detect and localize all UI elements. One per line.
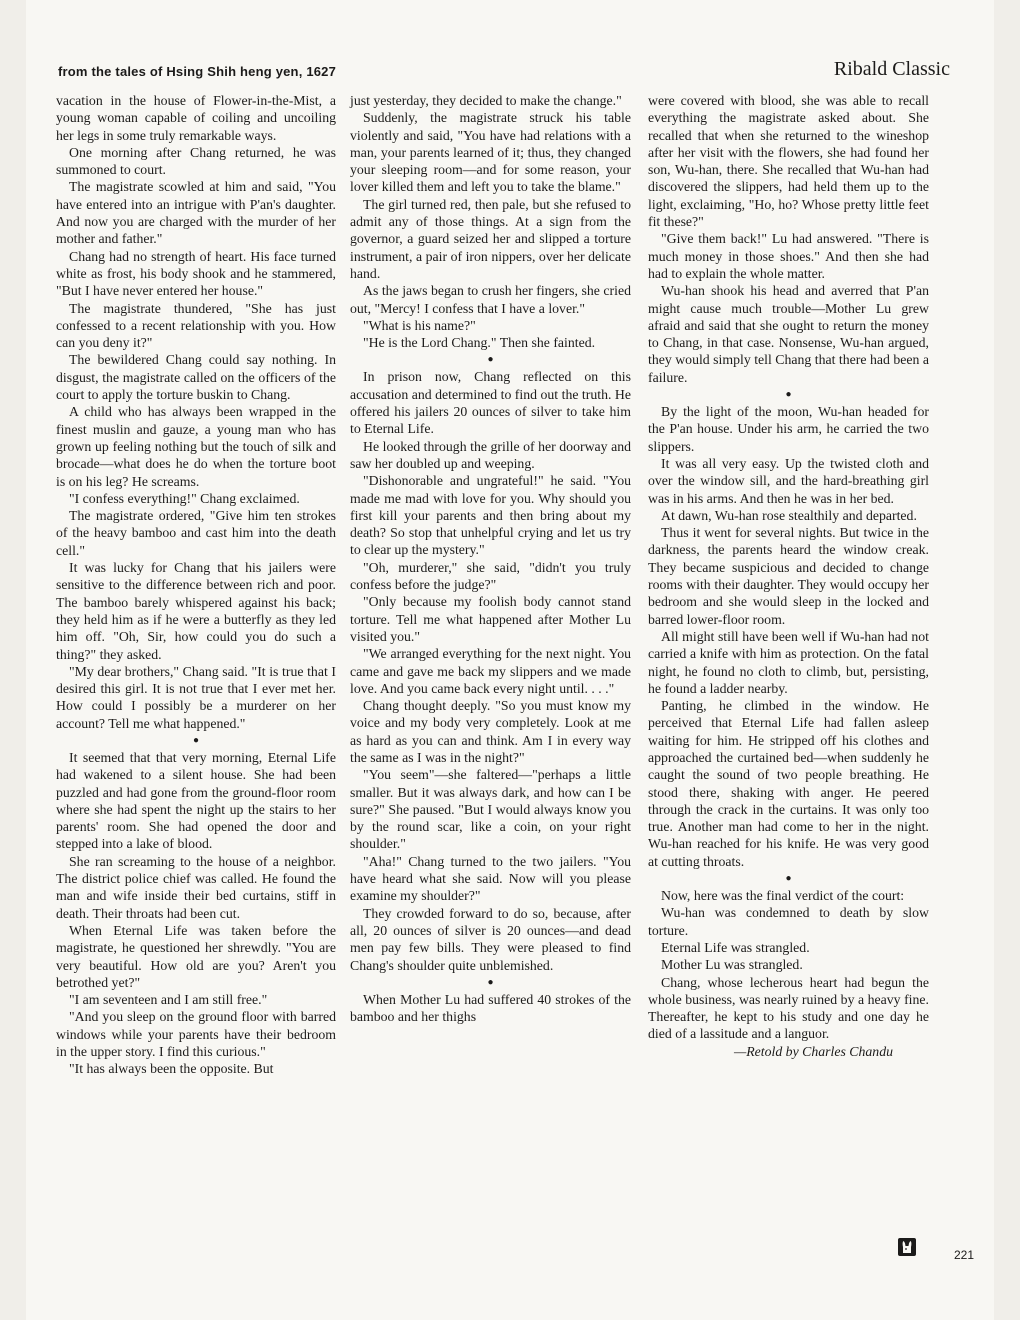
paragraph: "He is the Lord Chang." Then she fainted.	[363, 335, 596, 351]
paragraph: The magistrate ordered, "Give him ten strokes of the heavy bamboo and cast him into the death cell."	[56, 508, 336, 558]
paragraph: Wu-han shook his head and averred that P'an might cause much trouble—Mother Lu grew afraid and said that she ought to return the money to Chang, in that case. Nonsense, Wu-han argued, they would simply tell Chang that there had been a failure.	[648, 283, 929, 385]
paragraph: "It has always been the opposite. But	[69, 1061, 274, 1077]
paragraph: He looked through the grille of her doorway and saw her doubled up and weeping.	[350, 438, 631, 471]
paragraph: By the light of the moon, Wu-han headed for the P'an house. Under his arm, he carried the two slippers.	[648, 404, 929, 454]
paragraph: The magistrate thundered, "She has just confessed to a recent relationship with you. How can you deny it?"	[56, 300, 336, 351]
paragraph: A child who has always been wrapped in the finest muslin and gauze, a young man who has grown up feeling nothing but the touch of silk and brocade—what does he do when the torture boot is on his leg? He screams.	[56, 404, 336, 489]
paragraph: All might still have been well if Wu-han had not carried a knife with him as protection. On the fatal night, he found no cloth to climb, but, persisting, he found a ladder nearby.	[648, 628, 929, 696]
paragraph: When Mother Lu had suffered 40 strokes of the bamboo and her thighs	[350, 991, 631, 1025]
paragraph: Wu-han was condemned to death by slow torture.	[648, 905, 929, 938]
paragraph: "Aha!" Chang turned to the two jailers. "You have heard what she said. Now will you please examine my shoulder?"	[350, 853, 631, 904]
paragraph: "Give them back!" Lu had answered. "There is much money in those shoes." And then she had had to explain the whole matter.	[648, 231, 929, 281]
paragraph: The girl turned red, then pale, but she refused to admit any of those things. At a sign from the governor, a guard seized her and slipped a torture instrument, a pair of iron nippers, over her delicate hand.	[350, 196, 631, 281]
paragraph: Panting, he climbed in the window. He perceived that Eternal Life had fallen asleep waiting for him. He stripped off his clothes and approached the curtained bed—when suddenly he caught the sound of two people breathing. He stood there, shaking with anger. He peered through the crack in the curtains. It was only too true. Another man had come to her in the night. Wu-han reached for his knife. He was very good at cutting throats.	[648, 698, 929, 869]
paragraph: It seemed that that very morning, Eternal Life had wakened to a silent house. She had been puzzled and had gone from the ground-floor room where she had spent the night up the stairs to her parents' room. She had opened the door and stepped into a lake of blood.	[56, 749, 336, 852]
paragraph: "You seem"—she faltered—"perhaps a little smaller. But it was always dark, and how can I be sure?" She paused. "But I would always know you by the round scar, like a coin, on your right shoulder."	[350, 767, 631, 852]
column-3	[648, 92, 929, 1060]
paragraph: "My dear brothers," Chang said. "It is true that I desired this girl. It is not true that I ever met her. How could I possibly be a murderer on her account? Tell me what happened."	[56, 663, 336, 731]
paragraph: It was all very easy. Up the twisted cloth and over the window sill, and the hard-breathing girl was in his arms. And then he was in her bed.	[648, 455, 929, 506]
section-break-bullet: ●	[785, 389, 792, 401]
magazine-page	[26, 0, 994, 1320]
paragraph: The magistrate scowled at him and said, "You have entered into an intrigue with P'an's daughter. And now you are charged with the murder of her mother and father."	[56, 179, 336, 247]
paragraph: just yesterday, they decided to make the change."	[350, 93, 622, 108]
paragraph: "What is his name?"	[363, 317, 476, 333]
paragraph: Chang, whose lecherous heart had begun the whole business, was nearly ruined by a heavy fine. Thereafter, he kept to his study and one day he died of a lassitude and a languor.	[648, 974, 929, 1042]
section-title: Ribald Classic	[833, 58, 950, 80]
paragraph: It was lucky for Chang that his jailers were sensitive to the difference between rich and poor. The bamboo barely whispered against his back; they held him as if he were a butterfly as they led him off. "Oh, Sir, how could you do such a thing?" they asked.	[56, 560, 336, 662]
paragraph: Chang thought deeply. "So you must know my voice and my body very completely. Look at me as hard as you can and think. Am I in every way the same as I was in the night?"	[350, 698, 631, 765]
paragraph: Thus it went for several nights. But twice in the darkness, the parents heard the window creak. They became suspicious and decided to change rooms with their daughter. They would occupy her bedroom and she would sleep in the locked and barred lower-floor room.	[648, 525, 929, 627]
paragraph: Eternal Life was strangled.	[661, 939, 810, 955]
column-2	[350, 92, 631, 1025]
section-break-bullet: ●	[487, 976, 494, 988]
paragraph: She ran screaming to the house of a neighbor. The district police chief was called. He found the man and wife inside their bed curtains, stiff in death. Their throats had been cut.	[56, 853, 336, 921]
paragraph: "Dishonorable and ungrateful!" he said. "You made me mad with love for you. Why should you first kill your parents and then bring about my death? So stop that unhelpful crying and let us try to clear up the mystery."	[350, 473, 631, 558]
paragraph: Suddenly, the magistrate struck his table violently and said, "You have had relations with a man, your parents learned of it; thus, they changed your sleeping room—and for some reason, your lover killed them and left you to take the blame."	[350, 110, 631, 195]
paragraph: "I confess everything!" Chang exclaimed.	[69, 490, 300, 506]
paragraph: One morning after Chang returned, he was summoned to court.	[56, 144, 336, 178]
rabbit-head-logo-icon	[898, 1238, 916, 1256]
paragraph: When Eternal Life was taken before the magistrate, he questioned her shrewdly. "You are very beautiful. How old are you? Aren't you betrothed yet?"	[56, 922, 336, 990]
article-body	[56, 92, 964, 1282]
paragraph: "I am seventeen and I am still free."	[69, 992, 268, 1008]
section-break-bullet: ●	[487, 354, 494, 366]
paragraph: "Only because my foolish body cannot stand torture. Tell me what happened after Mother Lu visited you."	[350, 594, 631, 644]
paragraph: "We arranged everything for the next night. You came and gave me back my slippers and we made love. And you came back every night until. . . ."	[350, 646, 631, 696]
column-1	[56, 92, 336, 1078]
paragraph: As the jaws began to crush her fingers, she cried out, "Mercy! I confess that I have a lover."	[350, 283, 631, 316]
paragraph: were covered with blood, she was able to recall everything the magistrate asked about. She recalled that when she returned to the wineshop after her visit with the flowers, she had found her son, Wu-han, there. She recalled that Wu-han had discovered the slippers, had held them up to the light, exclaiming, "Ho, ho? Whose pretty little feet fit these?"	[648, 93, 929, 230]
page-header	[58, 58, 950, 84]
paragraph: "Oh, murderer," she said, "didn't you truly confess before the judge?"	[350, 559, 631, 593]
paragraph: At dawn, Wu-han rose stealthily and departed.	[661, 507, 917, 523]
section-break-bullet: ●	[785, 873, 792, 885]
paragraph: Now, here was the final verdict of the court:	[661, 888, 905, 904]
paragraph: They crowded forward to do so, because, after all, 20 ounces of silver is 20 ounces—and dead men pay few bills. They were pleased to find Chang's shoulder quite unblemished.	[350, 905, 631, 973]
story-source: from the tales of Hsing Shih heng yen, 1627	[58, 64, 337, 79]
paragraph: The bewildered Chang could say nothing. In disgust, the magistrate called on the officers of the court to apply the torture buskin to Chang.	[56, 352, 336, 403]
paragraph: Mother Lu was strangled.	[661, 957, 803, 973]
paragraph: "And you sleep on the ground floor with barred windows while your parents have their bedroom in the upper story. I find this curious."	[56, 1009, 336, 1060]
paragraph: Chang had no strength of heart. His face turned white as frost, his body shook and he stammered, "But I have never entered her house."	[56, 248, 336, 299]
paragraph: In prison now, Chang reflected on this accusation and determined to find out the truth. He offered his jailers 20 ounces of silver to take him to Eternal Life.	[350, 369, 631, 437]
byline: —Retold by Charles Chandu	[733, 1043, 893, 1059]
paragraph: vacation in the house of Flower-in-the-Mist, a young woman capable of coiling and uncoiling her legs in some truly remarkable ways.	[56, 93, 336, 143]
page-number: 221	[954, 1248, 975, 1262]
section-break-bullet: ●	[192, 734, 200, 746]
